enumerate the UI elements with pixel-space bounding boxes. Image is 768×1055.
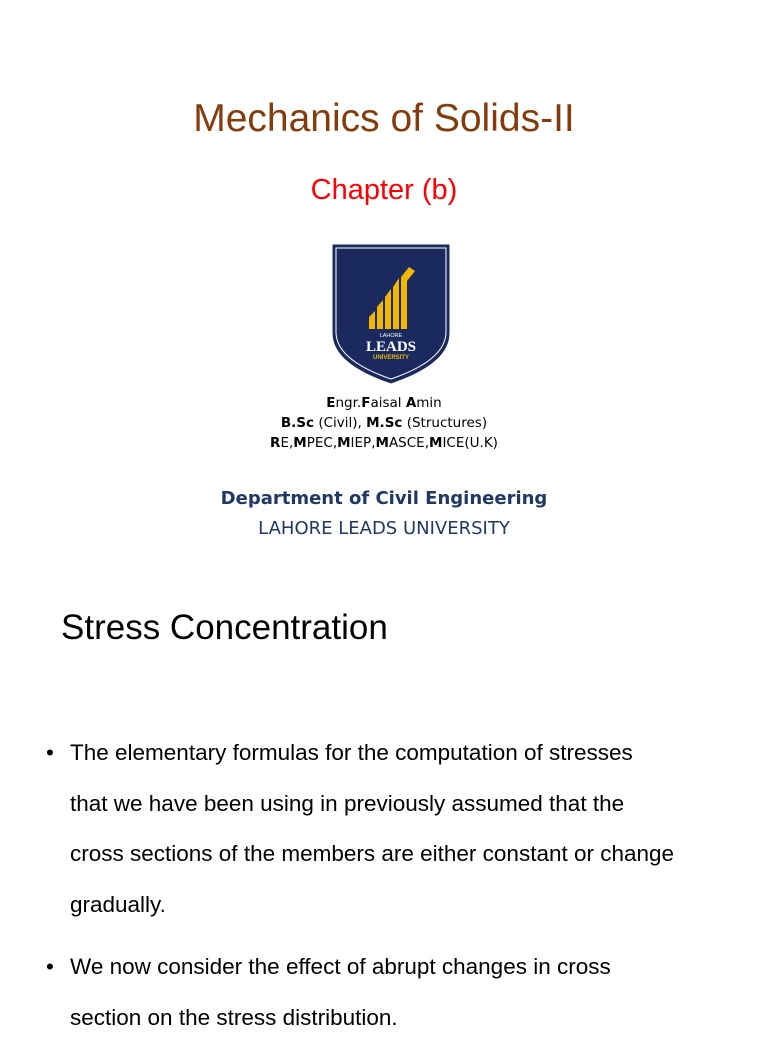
chapter-label: Chapter (b)	[310, 174, 458, 206]
bullet-line: We now consider the effect of abrupt changes in cross	[70, 954, 611, 979]
university-name: LAHORE LEADS UNIVERSITY	[258, 518, 510, 539]
department-name: Department of Civil Engineering	[220, 488, 548, 509]
section-title: Stress Concentration	[61, 608, 388, 647]
author-block	[0, 393, 768, 453]
content-slide	[0, 580, 768, 1030]
bullet-list	[46, 728, 746, 1055]
bullet-lines	[70, 728, 746, 930]
bullet-line: gradually.	[70, 891, 166, 917]
bullet-line: The elementary formulas for the computation of stresses	[70, 740, 633, 765]
bullet-line: section on the stress distribution.	[70, 1004, 398, 1030]
logo-bottom-text: UNIVERSITY	[372, 355, 410, 361]
bullet-item	[46, 728, 746, 930]
bullet-line: that we have been using in previously assumed that the	[70, 790, 625, 816]
bullet-lines	[70, 942, 746, 1043]
logo-main-text: LEADS	[365, 339, 417, 355]
author-memberships: RE,MPEC,MIEP,MASCE,MICE(U.K)	[270, 435, 498, 451]
slide-title: Mechanics of Solids-II	[193, 97, 575, 140]
author-name: Engr.Faisal Amin	[326, 395, 442, 411]
bullet-item	[46, 942, 746, 1043]
bullet-dot-icon: •	[46, 740, 54, 765]
author-degrees: B.Sc (Civil), M.Sc (Structures)	[280, 415, 488, 431]
bullet-line: cross sections of the members are either constant or change	[70, 841, 675, 866]
leads-university-logo	[329, 241, 453, 387]
bullet-dot-icon: •	[46, 954, 54, 979]
logo-top-text: LAHORE	[379, 333, 403, 339]
